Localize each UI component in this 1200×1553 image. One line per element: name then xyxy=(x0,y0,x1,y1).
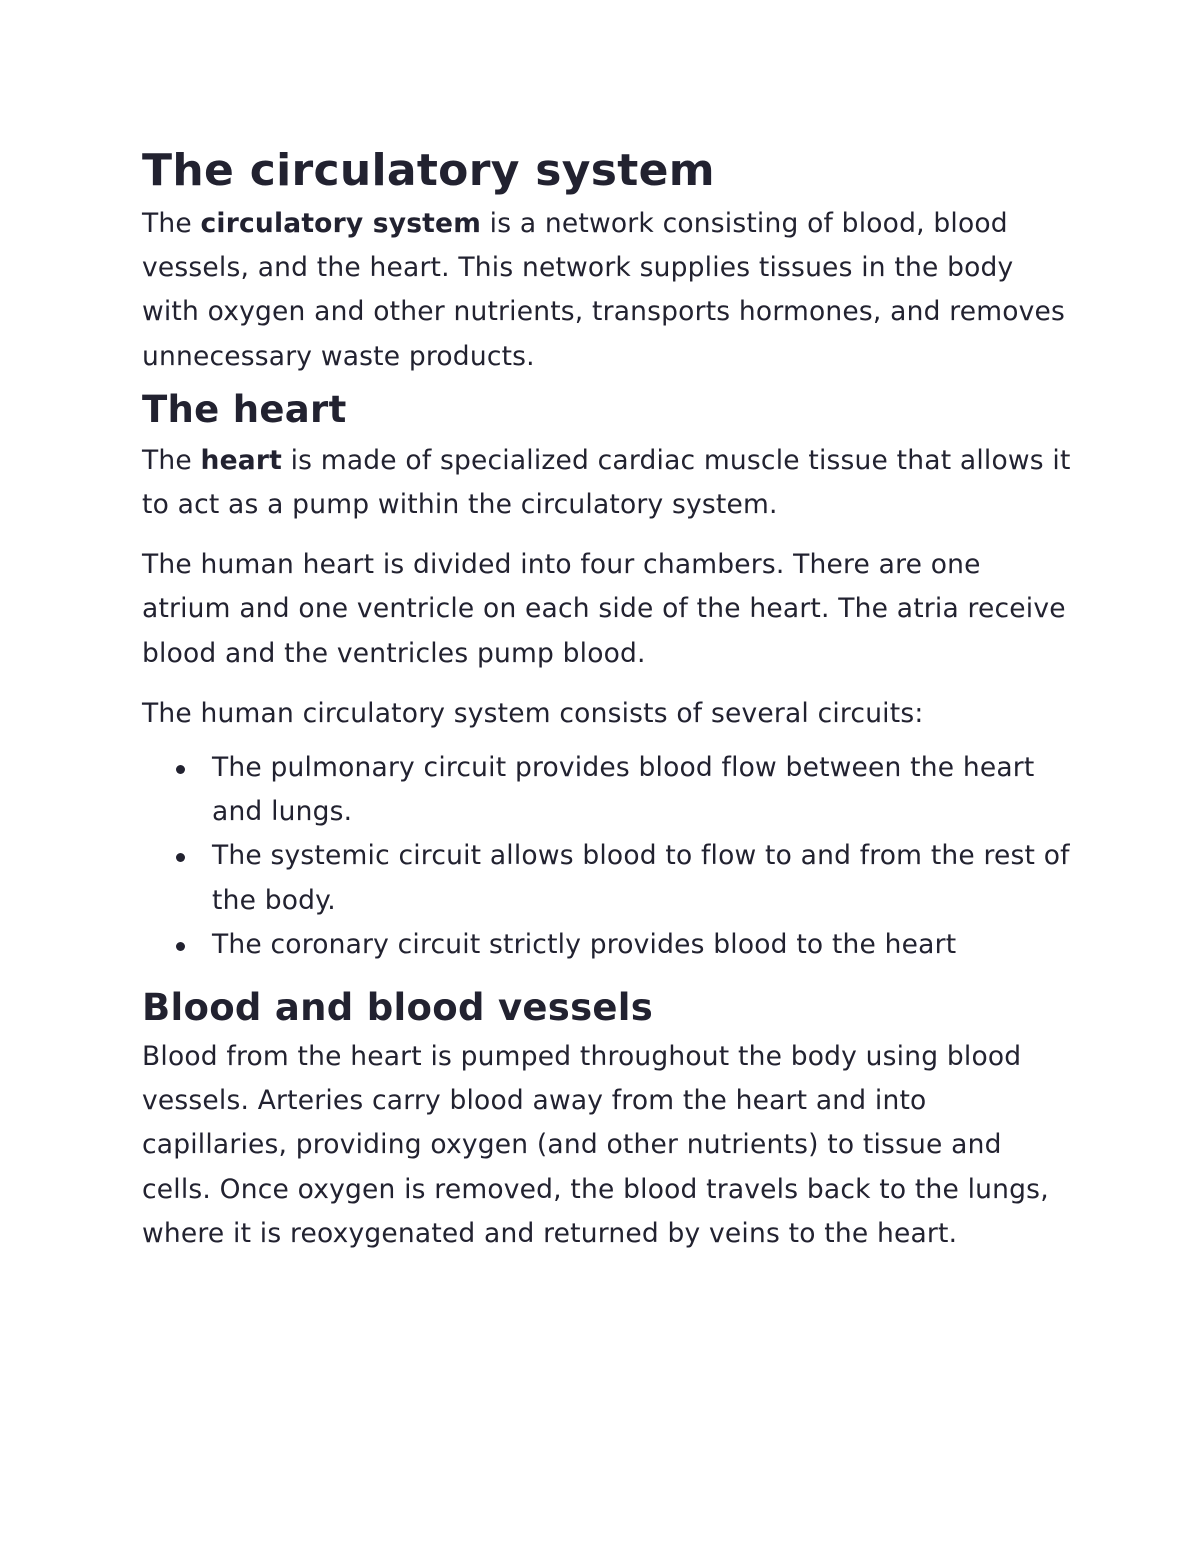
blood-heading: Blood and blood vessels xyxy=(142,986,654,1030)
list-item xyxy=(142,746,1072,834)
page-title: The circulatory system xyxy=(142,145,715,196)
blood-paragraph: Blood from the heart is pumped throughout the body using blood vessels. Arteries carry blood away from the heart and into capillaries, providing oxygen (and other nutrients) to tissue and cells. Once oxygen is removed, the blood travels back to the lungs, where it is reoxygenated and returned by veins to the heart. xyxy=(142,1041,1049,1249)
bullet-icon xyxy=(176,765,185,774)
intro-text-start: The xyxy=(142,208,201,239)
heart-paragraph-3: The human circulatory system consists of several circuits: xyxy=(142,697,924,729)
heart-paragraph-2: The human heart is divided into four chambers. There are one atrium and one ventricle on each side of the heart. The atria receive blood and the ventricles pump blood. xyxy=(142,549,1066,669)
bullet-icon xyxy=(176,853,185,862)
list-item-text: The systemic circuit allows blood to flow to and from the rest of the body. xyxy=(212,840,1070,916)
list-item-text: The pulmonary circuit provides blood flow between the heart and lungs. xyxy=(212,752,1035,828)
intro-paragraph xyxy=(142,202,1072,379)
heart-p1-start: The xyxy=(142,444,201,476)
circuits-list xyxy=(142,746,1072,967)
list-item-text: The coronary circuit strictly provides blood to the heart xyxy=(212,928,957,960)
heart-p1-end: is made of specialized cardiac muscle tissue that allows it to act as a pump within the circulatory system. xyxy=(142,444,1071,521)
document-page xyxy=(142,140,1072,1256)
bullet-icon xyxy=(176,942,185,951)
list-item xyxy=(142,923,1072,967)
heart-bold-term: heart xyxy=(200,444,282,476)
intro-text-end: is a network consisting of blood, blood vessels, and the heart. This network supplies tissues in the body with oxygen and other nutrients, transports hormones, and removes unnecessary waste products. xyxy=(142,208,1066,372)
intro-bold-term: circulatory system xyxy=(200,208,482,239)
heart-heading: The heart xyxy=(142,387,347,431)
list-item xyxy=(142,834,1072,922)
heart-paragraph-1 xyxy=(142,439,1072,527)
